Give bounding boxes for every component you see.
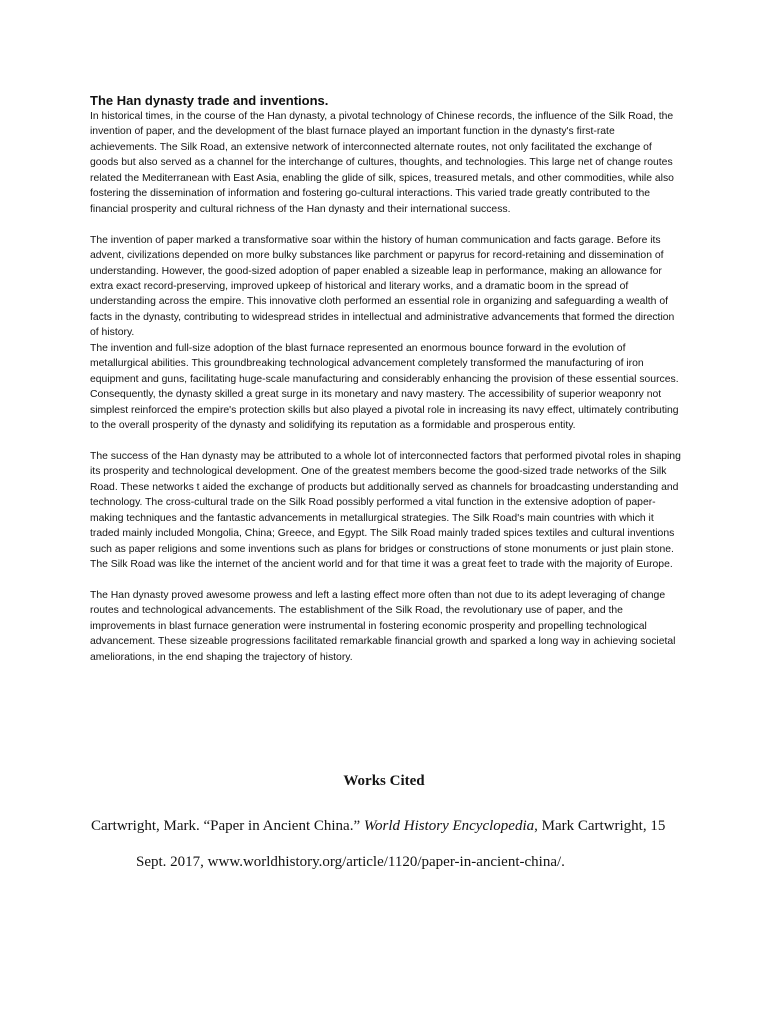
paragraph-spacer <box>90 217 682 232</box>
citation-author-title: Cartwright, Mark. “Paper in Ancient China.” <box>91 818 361 834</box>
citation-source: World History Encyclopedia <box>363 818 535 834</box>
paragraph-spacer <box>90 434 682 449</box>
essay <box>90 92 682 665</box>
paragraph-success: The success of the Han dynasty may be attributed to a whole lot of interconnected factors that performed pivotal roles in shaping its prosperity and technological development. One of the greatest members become the good-sized trade networks of the Silk Road. These networks t aided the exchange of products but additionally served as channels for broadcasting understanding and technology. The cross-cultural trade on the Silk Road possibly performed a vital function in the extensive adoption of paper-making techniques and the fantastic advancements in metallurgical strategies. The Silk Road's main countries with which it traded mainly included Mongolia, China; Greece, and Egypt. The Silk Road mainly traded spices textiles and cultural inventions such as paper religions and some inventions such as plans for bridges or constructions of stone monuments or just plain stone. The Silk Road was like the internet of the ancient world and for that time it was a great feet to trade with the majority of Europe. <box>90 450 681 571</box>
citation-url-line: Sept. 2017, www.worldhistory.org/article/1120/paper-in-ancient-china/. <box>136 854 565 870</box>
paragraph-spacer <box>90 573 682 588</box>
works-cited-heading: Works Cited <box>343 773 425 789</box>
citation-entry <box>91 808 691 880</box>
paragraph-silk-road: In historical times, in the course of the Han dynasty, a pivotal technology of Chinese records, the influence of the Silk Road, the invention of paper, and the development of the blast furnace played an important function in the dynasty's first-rate achievements. The Silk Road, an extensive network of interconnected alternate routes, not only facilitated the exchange of goods but also served as a channel for the interchange of cultures, thoughts, and technologies. This large net of change routes related the Mediterranean with East Asia, enabling the glide of silk, spices, treasured metals, and other commodities, while also fostering the dissemination of information and fostering go-cultural interactions. This varied trade greatly contributed to the financial prosperity and cultural richness of the Han dynasty and their international success. <box>90 111 674 215</box>
paragraph-conclusion: The Han dynasty proved awesome prowess and left a lasting effect more often than not due to its adept leveraging of change routes and technological advancements. The establishment of the Silk Road, the revolutionary use of paper, and the improvements in blast furnace generation were instrumental in fostering economic prosperity and propelling technological advancement. These sizeable progressions facilitated remarkable financial growth and sparked a long way in achieving societal ameliorations, in the end shaping the trajectory of history. <box>90 590 676 663</box>
citation-publisher-date: , Mark Cartwright, 15 <box>534 818 666 834</box>
works-cited-section <box>0 770 768 870</box>
paragraph-paper: The invention of paper marked a transformative soar within the history of human communication and facts garage. Before its advent, civilizations depended on more bulky substances like parchment or papyrus for record-retaining and dissemination of understanding. However, the good-sized adoption of paper enabled a sizeable leap in performance, making an allowance for extra exact record-preserving, improved upkeep of historical and literary works, and a dramatic boom in the spread of understanding across the empire. This innovative cloth performed an essential role in organizing and safeguarding a wealth of facts in the dynasty, contributing to widespread strides in intellectual and administrative advancements that formed the direction of history. <box>90 234 675 339</box>
paragraph-blast-furnace: The invention and full-size adoption of the blast furnace represented an enormous bounce forward in the evolution of metallurgical abilities. This groundbreaking technological advancement completely transformed the manufacturing of iron equipment and guns, facilitating huge-scale manufacturing and considerably enhancing the provision of these essential sources. Consequently, the dynasty skilled a great surge in its monetary and navy mastery. The accessibility of superior weaponry not simplest reinforced the empire's protection skills but also played a pivotal role in increasing its navy effect, ultimately contributing to the overall prosperity of the dynasty and solidifying its reputation as a formidable and prosperous entity. <box>90 342 679 432</box>
essay-title: The Han dynasty trade and inventions. <box>90 93 329 108</box>
